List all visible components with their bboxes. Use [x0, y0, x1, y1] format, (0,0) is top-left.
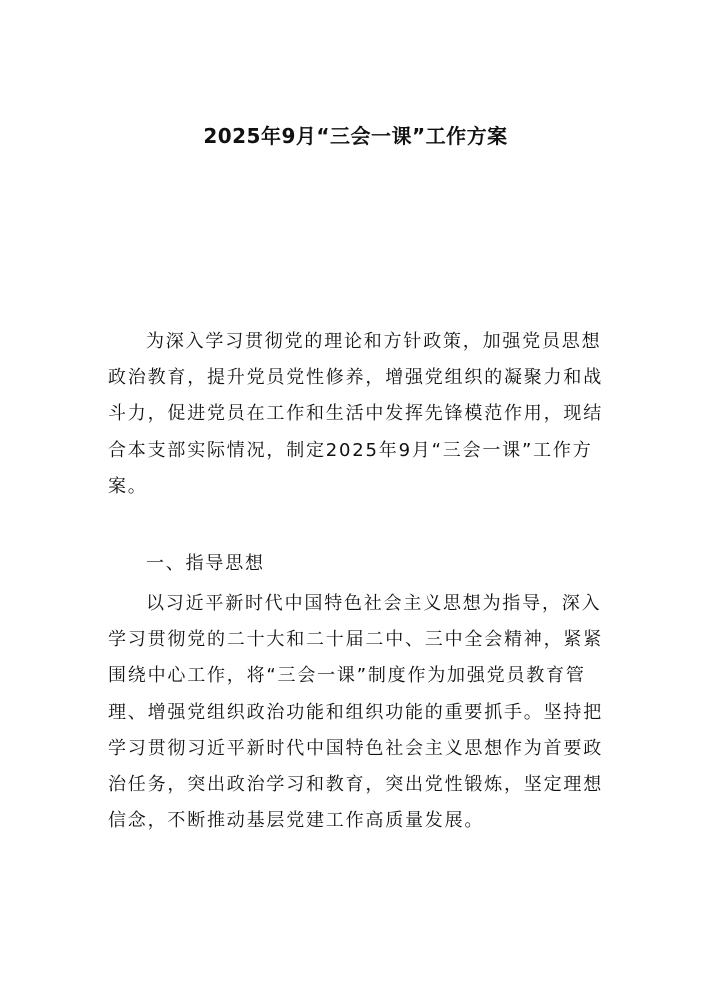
section-paragraph-guiding-ideology: 以习近平新时代中国特色社会主义思想为指导，深入学习贯彻党的二十大和二十届二中、三中全会精神，紧紧围绕中心工作，将“三会一课”制度作为加强党员教育管理、增强党组织政治功能和组织功能的重要抓手。坚持把学习贯彻习近平新时代中国特色社会主义思想作为首要政治任务，突出政治学习和教育，突出党性锻炼，坚定理想信念，不断推动基层党建工作高质量发展。 — [108, 593, 603, 832]
intro-paragraph-block — [108, 324, 605, 505]
section-paragraph-block — [108, 586, 605, 839]
section-heading-guiding-ideology: 一、指导思想 — [146, 553, 265, 574]
document-title: 2025年9月“三会一课”工作方案 — [203, 124, 508, 148]
intro-paragraph: 为深入学习贯彻党的理论和方针政策，加强党员思想政治教育，提升党员党性修养，增强党组织的凝聚力和战斗力，促进党员在工作和生活中发挥先锋模范作用，现结合本支部实际情况，制定2025年9月“三会一课”工作方案。 — [108, 331, 603, 497]
